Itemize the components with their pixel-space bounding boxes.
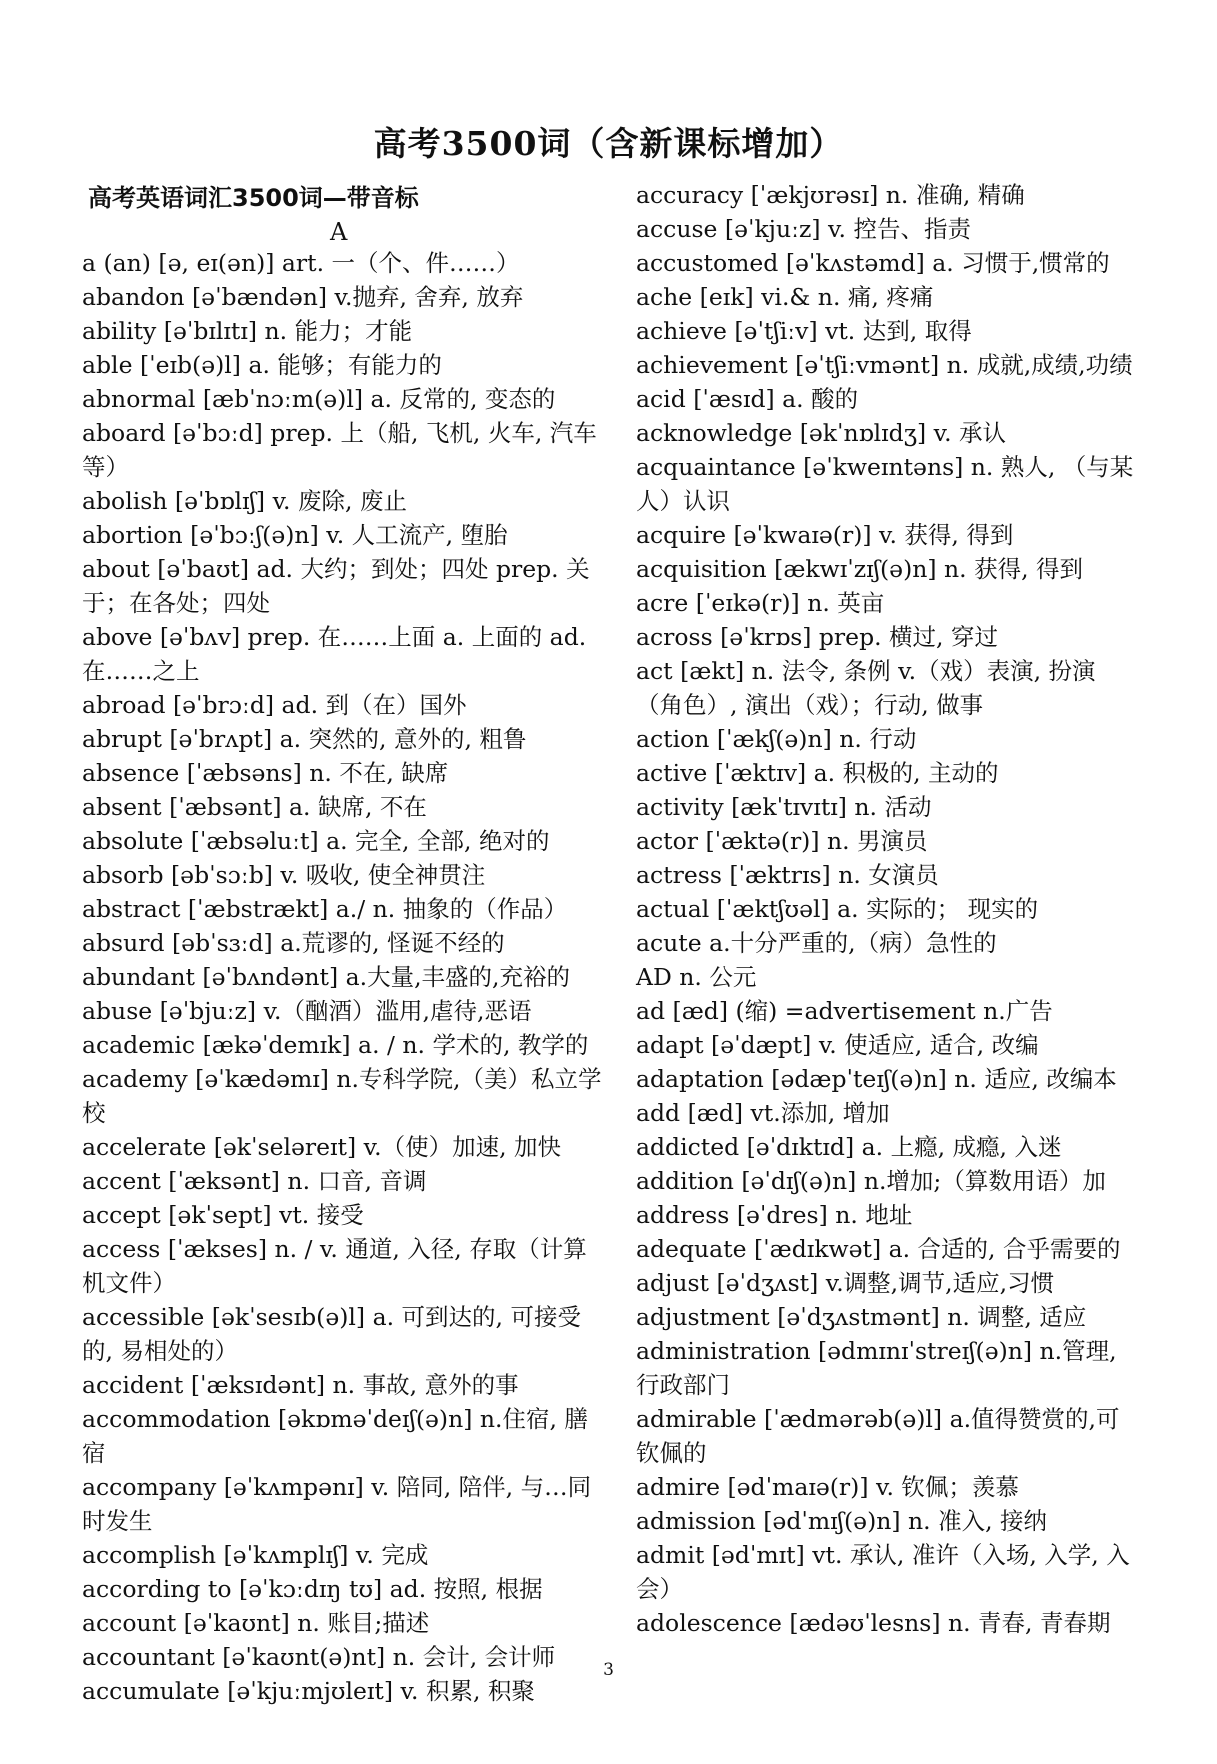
vocab-entry: accumulate [əˈkjuːmjʊleɪt] v. 积累, 积聚 [82, 1677, 535, 1705]
vocab-entry: absorb [əbˈsɔːb] v. 吸收, 使全神贯注 [82, 861, 486, 889]
vocab-entry: addition [əˈdɪʃ(ə)n] n.增加;（算数用语）加 [636, 1167, 1106, 1195]
vocab-entry: above [əˈbʌv] prep. 在……上面 a. 上面的 ad. 在……之上 [82, 623, 587, 685]
vocab-entry: accept [əkˈsept] vt. 接受 [82, 1201, 364, 1229]
vocab-entry: admirable [ˈædmərəb(ə)l] a.值得赞赏的,可钦佩的 [636, 1405, 1120, 1467]
vocab-entry: access [ˈækses] n. / v. 通道, 入径, 存取（计算机文件） [82, 1235, 587, 1297]
vocab-entry: accident [ˈæksɪdənt] n. 事故, 意外的事 [82, 1371, 519, 1399]
page-number: 3 [603, 1660, 614, 1680]
vocab-entry: admission [ədˈmɪʃ(ə)n] n. 准入, 接纳 [636, 1507, 1048, 1535]
vocab-entry: acquisition [ækwɪˈzɪʃ(ə)n] n. 获得, 得到 [636, 555, 1084, 583]
vocab-entry: accompany [əˈkʌmpənɪ] v. 陪同, 陪伴, 与…同时发生 [82, 1473, 592, 1535]
vocab-entry: abstract [ˈæbstrækt] a./ n. 抽象的（作品） [82, 895, 568, 923]
vocab-entry: according to [əˈkɔːdɪŋ tʊ] ad. 按照, 根据 [82, 1575, 543, 1603]
vocab-entry: add [æd] vt.添加, 增加 [636, 1099, 890, 1127]
vocab-entry: aboard [əˈbɔːd] prep. 上（船, 飞机, 火车, 汽车等） [82, 419, 597, 481]
vocab-entry: admire [ədˈmaɪə(r)] v. 钦佩；羡慕 [636, 1473, 1019, 1501]
vocab-entry: abnormal [æbˈnɔːm(ə)l] a. 反常的, 变态的 [82, 385, 556, 413]
vocab-entry: acute a.十分严重的,（病）急性的 [636, 929, 997, 957]
vocab-entry: account [əˈkaʊnt] n. 账目;描述 [82, 1609, 430, 1637]
vocab-entry: across [əˈkrɒs] prep. 横过, 穿过 [636, 623, 999, 651]
vocab-entry: adaptation [ədæpˈteɪʃ(ə)n] n. 适应, 改编本 [636, 1065, 1117, 1093]
vocab-entry: ability [əˈbɪlɪtɪ] n. 能力；才能 [82, 317, 413, 345]
vocab-entry: accelerate [əkˈseləreɪt] v.（使）加速, 加快 [82, 1133, 562, 1161]
vocab-entry: administration [ədmɪnɪˈstreɪʃ(ə)n] n.管理,行政部门 [636, 1337, 1117, 1399]
vocab-entry: abortion [əˈbɔːʃ(ə)n] v. 人工流产, 堕胎 [82, 521, 508, 549]
vocab-entry: academy [əˈkædəmɪ] n.专科学院,（美）私立学校 [82, 1065, 602, 1127]
vocab-entry: able [ˈeɪb(ə)l] a. 能够；有能力的 [82, 351, 442, 379]
vocab-entry: academic [ækəˈdemɪk] a. / n. 学术的, 教学的 [82, 1031, 589, 1059]
vocab-entry: abroad [əˈbrɔːd] ad. 到（在）国外 [82, 691, 467, 719]
vocab-entry: actor [ˈæktə(r)] n. 男演员 [636, 827, 928, 855]
vocab-entry: activity [ækˈtɪvɪtɪ] n. 活动 [636, 793, 932, 821]
vocab-entry: adolescence [ædəʊˈlesns] n. 青春, 青春期 [636, 1609, 1111, 1637]
section-letter: A [330, 218, 348, 246]
section-subtitle: 高考英语词汇3500词—带音标 [88, 184, 419, 212]
vocab-entry: abolish [əˈbɒlɪʃ] v. 废除, 废止 [82, 487, 407, 515]
vocab-entry: accuracy [ˈækjʊrəsɪ] n. 准确, 精确 [636, 181, 1025, 209]
vocab-entry: action [ˈækʃ(ə)n] n. 行动 [636, 725, 917, 753]
vocab-entry: AD n. 公元 [636, 963, 757, 991]
vocab-entry: addicted [əˈdɪktɪd] a. 上瘾, 成瘾, 入迷 [636, 1133, 1062, 1161]
vocab-entry: actress [ˈæktrɪs] n. 女演员 [636, 861, 939, 889]
left-column [82, 246, 602, 1708]
vocab-entry: a (an) [ə, eɪ(ən)] art. 一（个、件……） [82, 249, 520, 277]
vocab-entry: accountant [əˈkaʊnt(ə)nt] n. 会计, 会计师 [82, 1643, 556, 1671]
vocab-entry: accuse [əˈkjuːz] v. 控告、指责 [636, 215, 971, 243]
vocab-entry: accustomed [əˈkʌstəmd] a. 习惯于,惯常的 [636, 249, 1110, 277]
vocab-entry: adjust [əˈdʒʌst] v.调整,调节,适应,习惯 [636, 1269, 1055, 1297]
vocab-entry: act [ækt] n. 法令, 条例 v.（戏）表演, 扮演（角色）, 演出（戏）；行动, 做事 [636, 657, 1096, 719]
vocab-entry: admit [ədˈmɪt] vt. 承认, 准许（入场, 入学, 入会） [636, 1541, 1130, 1603]
vocab-entry: accessible [əkˈsesɪb(ə)l] a. 可到达的, 可接受的, 易相处的） [82, 1303, 581, 1365]
vocab-entry: absurd [əbˈsɜːd] a.荒谬的, 怪诞不经的 [82, 929, 505, 957]
vocab-entry: absolute [ˈæbsəluːt] a. 完全, 全部, 绝对的 [82, 827, 550, 855]
vocab-entry: adequate [ˈædɪkwət] a. 合适的, 合乎需要的 [636, 1235, 1121, 1263]
vocab-entry: ache [eɪk] vi.& n. 痛, 疼痛 [636, 283, 934, 311]
vocab-entry: adjustment [əˈdʒʌstmənt] n. 调整, 适应 [636, 1303, 1087, 1331]
vocab-entry: accent [ˈæksənt] n. 口音, 音调 [82, 1167, 427, 1195]
vocab-entry: ad [æd] (缩) =advertisement n.广告 [636, 997, 1053, 1025]
vocab-entry: acre [ˈeɪkə(r)] n. 英亩 [636, 589, 885, 617]
vocab-entry: adapt [əˈdæpt] v. 使适应, 适合, 改编 [636, 1031, 1039, 1059]
vocab-entry: acknowledge [əkˈnɒlɪdʒ] v. 承认 [636, 419, 1007, 447]
vocab-entry: acquire [əˈkwaɪə(r)] v. 获得, 得到 [636, 521, 1014, 549]
vocab-entry: abandon [əˈbændən] v.抛弃, 舍弃, 放弃 [82, 283, 524, 311]
vocab-entry: absence [ˈæbsəns] n. 不在, 缺席 [82, 759, 449, 787]
vocab-entry: about [əˈbaʊt] ad. 大约；到处；四处 prep. 关于；在各处；四处 [82, 555, 590, 617]
vocab-entry: achieve [əˈtʃiːv] vt. 达到, 取得 [636, 317, 972, 345]
vocab-entry: acquaintance [əˈkweɪntəns] n. 熟人, （与某人）认识 [636, 453, 1134, 515]
page-title: 高考3500词（含新课标增加） [373, 124, 844, 163]
right-column [636, 178, 1136, 1640]
vocab-entry: absent [ˈæbsənt] a. 缺席, 不在 [82, 793, 427, 821]
vocab-entry: active [ˈæktɪv] a. 积极的, 主动的 [636, 759, 999, 787]
vocab-entry: accommodation [əkɒməˈdeɪʃ(ə)n] n.住宿, 膳宿 [82, 1405, 588, 1467]
vocab-entry: acid [ˈæsɪd] a. 酸的 [636, 385, 859, 413]
vocab-entry: accomplish [əˈkʌmplɪʃ] v. 完成 [82, 1541, 429, 1569]
vocab-entry: abrupt [əˈbrʌpt] a. 突然的, 意外的, 粗鲁 [82, 725, 527, 753]
vocab-entry: abundant [əˈbʌndənt] a.大量,丰盛的,充裕的 [82, 963, 571, 991]
vocab-entry: address [əˈdres] n. 地址 [636, 1201, 913, 1229]
vocab-entry: abuse [əˈbjuːz] v.（酗酒）滥用,虐待,恶语 [82, 997, 532, 1025]
vocab-entry: achievement [əˈtʃiːvmənt] n. 成就,成绩,功绩 [636, 351, 1133, 379]
vocab-entry: actual [ˈæktʃʊəl] a. 实际的； 现实的 [636, 895, 1039, 923]
